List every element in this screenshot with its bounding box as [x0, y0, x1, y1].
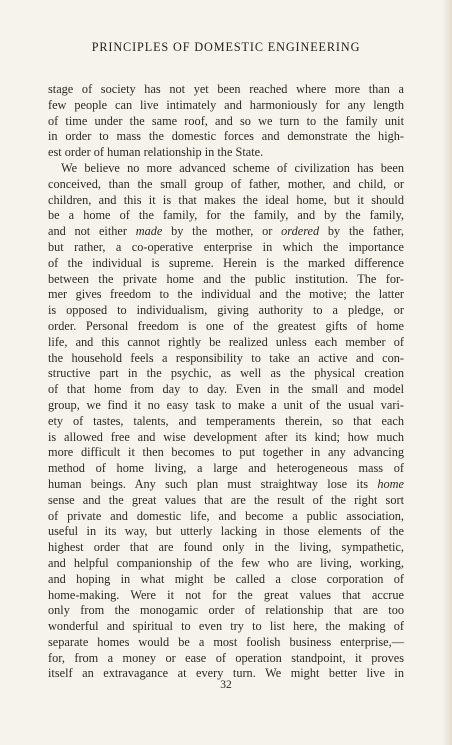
text-line: and not either made by the mother, or ordered by the father,: [48, 224, 404, 239]
text-line: and helpful companionship of the few who are living, working,: [48, 555, 404, 570]
text-line: is opposed to individualism, giving authority to a pledge, or: [48, 303, 404, 318]
text-line: order. Personal freedom is one of the greatest gifts of home: [48, 318, 404, 333]
text-line: group, we find it no easy task to make a unit of the usual vari-: [48, 397, 404, 412]
text-line: home-making. Were it not for the great values that accrue: [48, 587, 404, 602]
text-line: We believe no more advanced scheme of civilization has been: [61, 160, 404, 175]
text-line: between the private home and the public institution. The for-: [48, 271, 404, 286]
text-line: more difficult it then becomes to put together in any advancing: [48, 445, 404, 460]
text-line: wonderful and spiritual to even try to list here, the making of: [48, 619, 404, 634]
text-line: structive part in the psychic, as well as the physical creation: [48, 366, 404, 381]
text-line: sense and the great values that are the result of the right sort: [48, 492, 404, 507]
text-line: the household feels a responsibility to take an active and con-: [48, 350, 404, 365]
text-line: life, and this cannot rightly be realized unless each member of: [48, 334, 404, 349]
text-line: is allowed free and wise development after its kind; how much: [48, 429, 404, 444]
text-line: stage of society has not yet been reached where more than a: [48, 82, 404, 96]
text-line: and hoping in what might be called a close corporation of: [48, 571, 404, 586]
text-line: mer gives freedom to the individual and the motive; the latter: [48, 287, 404, 302]
text-line: only from the monogamic order of relationship that are too: [48, 603, 404, 618]
page-edge-shadow: [442, 0, 452, 745]
text-line: few people can live intimately and harmoniously for any length: [48, 97, 404, 112]
text-line: human beings. Any such plan must straightway lose its home: [48, 476, 404, 491]
text-line: of the individual is supreme. Herein is the marked difference: [48, 255, 404, 270]
running-head: PRINCIPLES OF DOMESTIC ENGINEERING: [91, 40, 361, 54]
text-line: be a home of the family, for the family, and by the family,: [48, 208, 404, 223]
text-line: est order of human relationship in the State.: [48, 145, 264, 160]
text-line: in order to mass the domestic forces and demonstrate the high-: [48, 129, 404, 144]
text-line: highest order that are found only in the living, sympathetic,: [48, 540, 404, 555]
text-line: but rather, a co-operative enterprise in which the importance: [48, 239, 404, 254]
text-line: of private and domestic life, and become a public association,: [48, 508, 404, 523]
text-line: method of home living, a large and heterogeneous mass of: [48, 461, 404, 476]
text-line: itself an extravagance at every turn. We might better live in: [48, 666, 404, 681]
text-line: children, and this it is that makes the ideal home, but it should: [48, 192, 404, 207]
text-line: of time under the same roof, and so we turn to the family unit: [48, 113, 404, 128]
page-number: 32: [220, 679, 232, 691]
text-line: for, from a money or ease of operation standpoint, it proves: [48, 650, 404, 665]
text-line: ety of tastes, talents, and temperaments therein, so that each: [48, 413, 404, 428]
text-line: useful in its way, but utterly lacking in those elements of the: [48, 524, 404, 539]
text-line: separate homes would be a most foolish business enterprise,—: [48, 634, 404, 649]
text-line: conceived, than the small group of father, mother, and child, or: [48, 176, 404, 191]
text-line: of that home from day to day. Even in the small and model: [48, 382, 404, 397]
body-text: [48, 82, 404, 682]
